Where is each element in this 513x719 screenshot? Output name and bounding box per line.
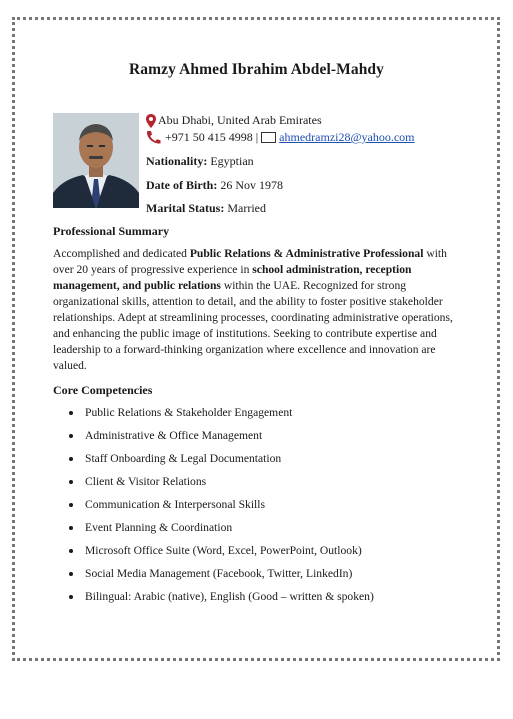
marital-status-value: Married [227,201,266,215]
list-item: Communication & Interpersonal Skills [67,497,374,520]
nationality-value: Egyptian [210,154,254,168]
core-competencies-heading: Core Competencies [53,383,153,397]
location-text: Abu Dhabi, United Arab Emirates [158,113,322,127]
list-item: Public Relations & Stakeholder Engagement [67,405,374,428]
competencies-list [67,405,374,612]
contact-block [146,112,415,146]
summary-text-2: with over 20 years of progressive experience in [53,247,447,276]
summary-bold-2: school administration, reception management, and public relations [53,263,412,292]
nationality-field [146,154,254,169]
location-row [146,112,415,129]
list-item: Administrative & Office Management [67,428,374,451]
candidate-name: Ramzy Ahmed Ibrahim Abdel-Mahdy [129,61,384,78]
dob-label: Date of Birth: [146,178,218,192]
professional-summary-text [53,246,453,374]
dob-value: 26 Nov 1978 [220,178,283,192]
dob-field [146,178,283,193]
summary-text-1: Accomplished and dedicated [53,247,190,260]
list-item: Microsoft Office Suite (Word, Excel, PowerPoint, Outlook) [67,543,374,566]
list-item: Staff Onboarding & Legal Documentation [67,451,374,474]
phone-icon [146,131,161,144]
list-item: Event Planning & Coordination [67,520,374,543]
email-link[interactable]: ahmedramzi28@yahoo.com [279,130,415,144]
professional-summary-heading: Professional Summary [53,224,170,238]
phone-text: +971 50 415 4998 | [165,130,259,144]
location-pin-icon [146,114,156,128]
list-item: Client & Visitor Relations [67,474,374,497]
marital-status-label: Marital Status: [146,201,225,215]
phone-email-row [146,129,415,146]
list-item: Social Media Management (Facebook, Twitter, LinkedIn) [67,566,374,589]
nationality-label: Nationality: [146,154,208,168]
summary-text-3: within the UAE. Recognized for strong organizational skills, attention to detail, and the ability to foster positive stakeholder relationships. Adept at streamlining processes, coordinating administrative operations, and enhancing the public image of institutions. Seeking to contribute expertise and leadership to a forward-thinking organization where excellence and innovation are valued. [53,279,453,372]
mail-icon [261,132,276,143]
profile-photo [53,113,139,208]
summary-bold-1: Public Relations & Administrative Professional [189,247,424,260]
list-item: Bilingual: Arabic (native), English (Good – written & spoken) [67,589,374,612]
marital-status-field [146,201,266,216]
